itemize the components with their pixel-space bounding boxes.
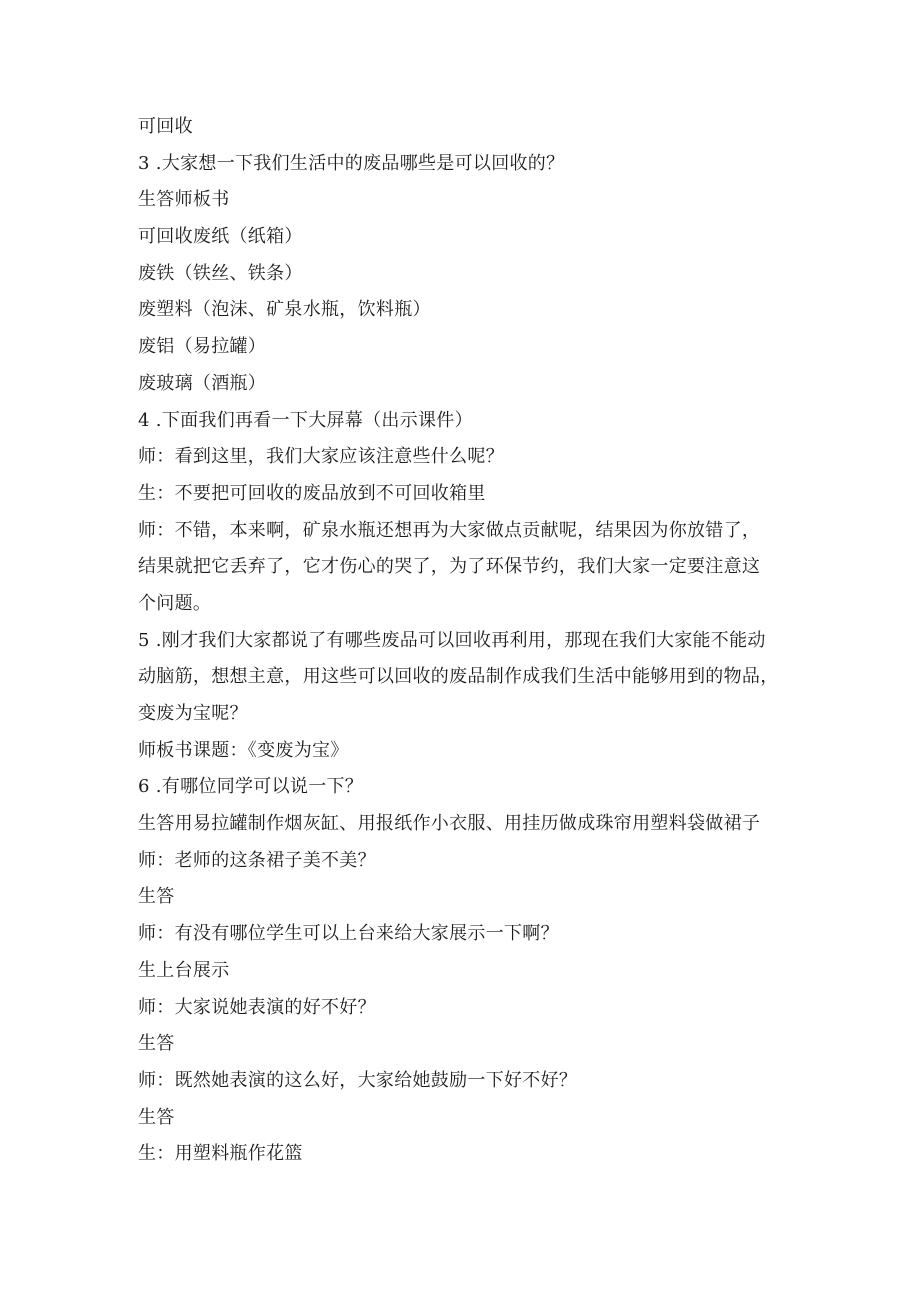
text-line: 可回收废纸（纸箱） (138, 226, 303, 248)
text-line: 生：用塑料瓶作花篮 (138, 1143, 303, 1165)
text-line: 师：既然她表演的这么好，大家给她鼓励一下好不好？ (138, 1069, 578, 1091)
text-line: 生：不要把可回收的废品放到不可回收箱里 (138, 482, 486, 504)
text-line: 生答 (138, 1106, 175, 1128)
text-line: 师：有没有哪位学生可以上台来给大家展示一下啊？ (138, 923, 559, 945)
text-line: 生答用易拉罐制作烟灰缸、用报纸作小衣服、用挂历做成珠帘用塑料袋做裙子 (138, 813, 761, 835)
text-line: 动脑筋，想想主意，用这些可以回收的废品制作成我们生活中能够用到的物品， (138, 666, 779, 688)
text-line: 废铝（易拉罐） (138, 336, 267, 358)
text-line: 师板书课题：《变废为宝》 (138, 739, 349, 761)
text-line: 可回收 (138, 116, 193, 137)
document-body (138, 109, 788, 1173)
text-line: 结果就把它丢弃了，它才伤心的哭了，为了环保节约，我们大家一定要注意这 (138, 556, 761, 578)
text-line: 6 .有哪位同学可以说一下？ (138, 776, 364, 798)
text-line: 个问题。 (138, 592, 212, 614)
text-line: 师：不错，本来啊，矿泉水瓶还想再为大家做点贡献呢，结果因为你放错了， (138, 519, 761, 541)
text-line: 生答师板书 (138, 189, 230, 211)
text-line: 生上台展示 (138, 959, 230, 981)
text-line: 师：大家说她表演的好不好？ (138, 996, 376, 1018)
text-line: 废玻璃（酒瓶） (138, 372, 267, 394)
text-line: 废铁（铁丝、铁条） (138, 262, 303, 284)
text-line: 5 .刚才我们大家都说了有哪些废品可以回收再利用，那现在我们大家能不能动 (138, 629, 766, 651)
text-line: 3 .大家想一下我们生活中的废品哪些是可以回收的？ (138, 152, 565, 174)
text-line: 生答 (138, 1033, 175, 1055)
text-line: 变废为宝呢？ (138, 703, 248, 724)
text-line: 师：老师的这条裙子美不美？ (138, 849, 376, 871)
text-line: 生答 (138, 886, 175, 908)
text-line: 师：看到这里，我们大家应该注意些什么呢？ (138, 446, 504, 468)
text-line: 废塑料（泡沫、矿泉水瓶，饮料瓶） (138, 299, 431, 321)
text-line: 4 .下面我们再看一下大屏幕（出示课件） (138, 409, 473, 431)
